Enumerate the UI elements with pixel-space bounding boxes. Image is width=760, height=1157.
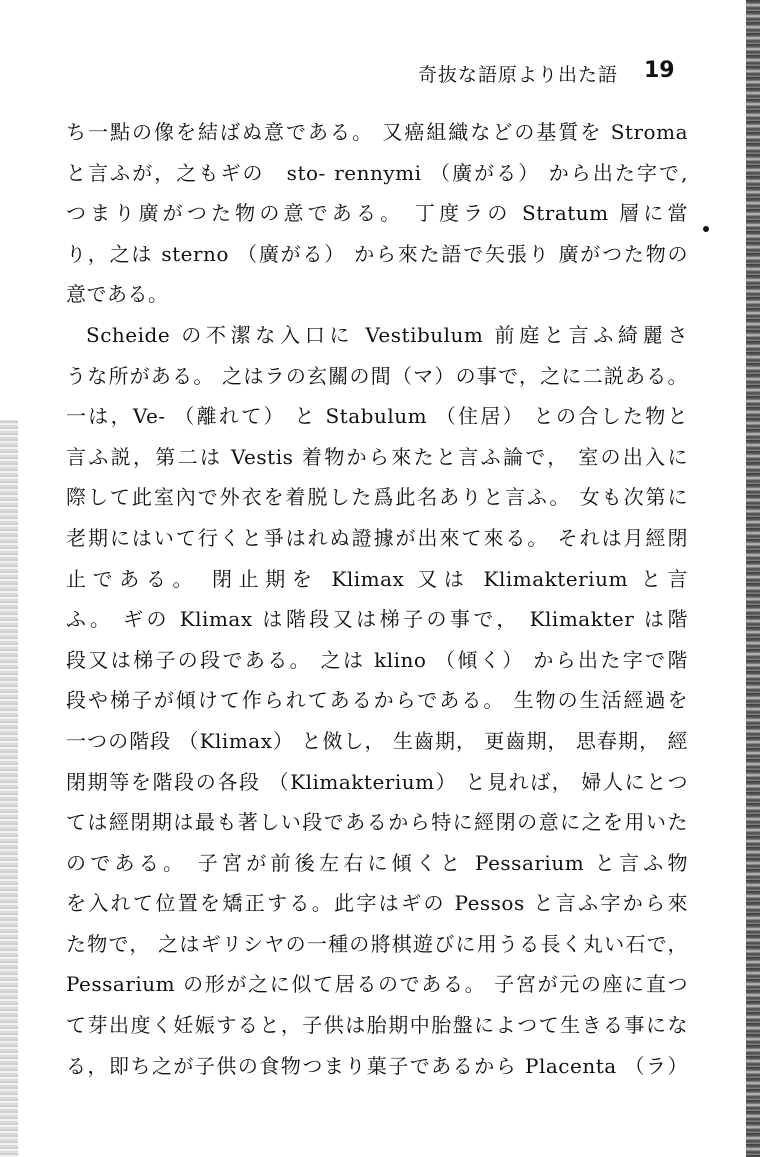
text-line: ち一點の像を結ばぬ意である。 又癌組織などの基質を Stroma: [66, 120, 688, 144]
text-line: 際して此室內で外衣を着脱した爲此名ありと言ふ。 女も次第に: [66, 485, 688, 510]
text-line: 止である。 閉止期を Klimax 又は Klimakterium と言: [66, 566, 688, 591]
text-line: Scheide の不潔な入口に Vestibulum 前庭と言ふ綺麗さ: [86, 322, 688, 347]
text-line: 言ふ説，第二は Vestis 着物から來たと言ふ論で， 室の出入に: [66, 444, 688, 469]
text-line: 一は，Ve- （離れて） と Stabulum （住居） との合した物と: [66, 404, 688, 429]
text-line: た物で， 之はギリシヤの一種の將棋遊びに用うる長く丸い石で，: [66, 931, 688, 956]
text-line: 意である。: [66, 282, 169, 307]
page-number: 19: [644, 58, 675, 83]
text-line: り，之は sterno （廣がる） から來た語で矢張り 廣がつた物の: [66, 241, 688, 266]
text-line: を入れて位置を矯正する。此字はギの Pessos と言ふ字から來: [66, 891, 688, 916]
page-header: [0, 58, 700, 90]
text-line: Pessarium の形が之に似て居るのである。 子宮が元の座に直つ: [66, 972, 688, 997]
page-edge-left: [0, 420, 18, 1157]
text-line: 段や梯子が傾けて作られてあるからである。 生物の生活經過を: [66, 688, 688, 713]
text-line: と言ふが，之もギの sto- rennymi （廣がる） から出た字で,: [66, 160, 688, 185]
text-line: うな所がある。 之はラの玄關の間（マ）の事で，之に二説ある。: [66, 363, 688, 388]
text-line: ては經閉期は最も著しい段であるから特に經閉の意に之を用いた: [66, 810, 688, 835]
text-line: のである。 子宮が前後左右に傾くと Pessarium と言ふ物: [66, 850, 688, 875]
text-line: 閉期等を階段の各段 （Klimakterium） と見れば， 婦人にとつ: [66, 769, 688, 794]
text-line: て芽出度く妊娠すると，子供は胎期中胎盤によつて生きる事にな: [66, 1013, 688, 1038]
margin-dot: [703, 226, 709, 232]
text-line: 段又は梯子の段である。 之は klino （傾く） から出た字で階: [66, 647, 688, 672]
text-line: ふ。 ギの Klimax は階段又は梯子の事で， Klimakter は階: [66, 607, 688, 632]
running-title: 奇抜な語原より出た語: [418, 64, 619, 86]
page-edge-right: [746, 0, 760, 1157]
text-line: 一つの階段 （Klimax） と傚し， 生齒期， 更齒期， 思春期， 經: [66, 728, 688, 753]
body-text: [66, 112, 688, 1086]
text-line: つまり廣がつた物の意である。 丁度ラの Stratum 層に當: [66, 201, 688, 226]
text-line: 老期にはいて行くと爭はれぬ證據が出來て來る。 それは月經閉: [66, 525, 688, 550]
text-line: る，即ち之が子供の食物つまり菓子であるから Placenta （ラ）: [66, 1053, 688, 1078]
